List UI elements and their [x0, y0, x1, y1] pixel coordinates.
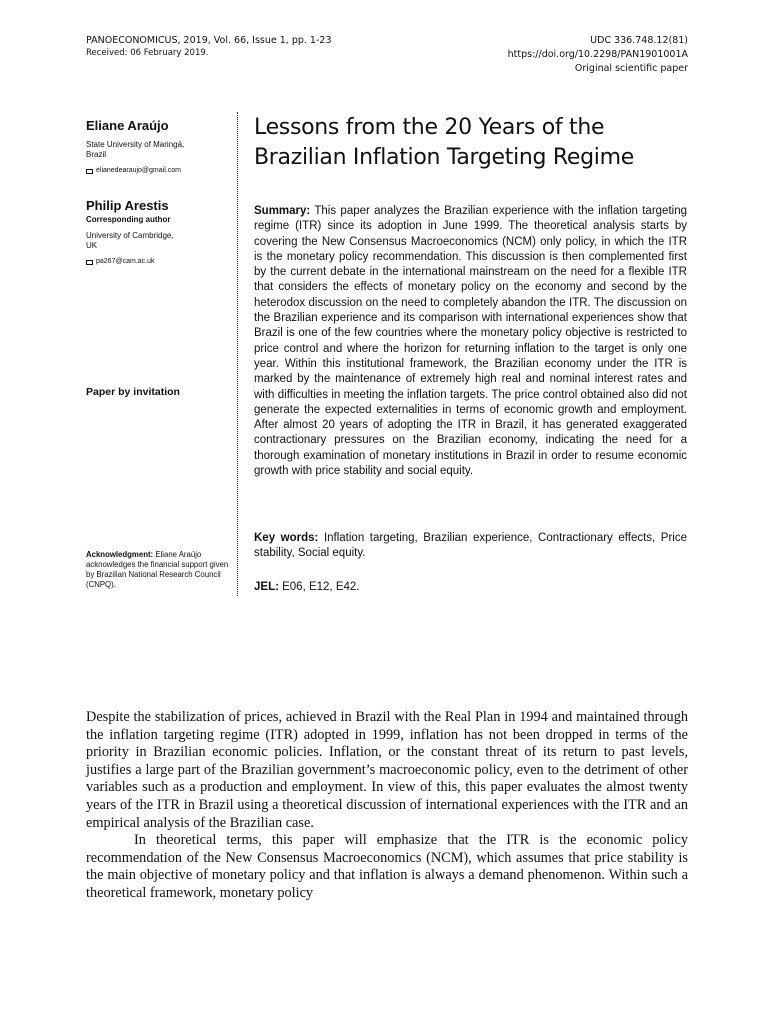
abstract-label: Summary:: [254, 205, 311, 217]
affiliation-line: University of Cambridge,: [86, 231, 174, 240]
affiliation-line: UK: [86, 241, 98, 250]
author-affiliation: [86, 231, 226, 251]
paper-type: Original scientific paper: [574, 63, 688, 74]
acknowledgment: [86, 550, 231, 590]
affiliation-line: Brazil: [86, 150, 107, 159]
keywords-text: Inflation targeting, Brazilian experience, Contractionary effects, Price stability, Social equity.: [254, 532, 687, 560]
author-sidebar: [86, 118, 226, 267]
keywords-label: Key words:: [254, 532, 319, 544]
column-divider: [237, 112, 238, 596]
author-name: Philip Arestis: [86, 198, 169, 213]
corresponding-author-label: Corresponding author: [86, 215, 171, 224]
abstract-text: This paper analyzes the Brazilian experience with the inflation targeting regime (ITR) since its adoption in June 1999. The theoretical analysis starts by covering the New Consensus Macroeconomics (NCM) only policy, in which the ITR is the monetary policy recommendation. This discussion is then complemented first by the current debate in the international mainstream on the need for a flexible ITR that considers the effects of monetary policy on the economy and second by the heterodox discussion on the need to completely abandon the ITR. The discussion on the Brazilian experience and its comparison with international experiences show that Brazil is one of the few countries where the monetary policy objective is restricted to price control and where the horizon for returning inflation to the target is only one year. Within this institutional framework, the Brazilian economy under the ITR is marked by the maintenance of extremely high real and nominal interest rates and with difficulties in meeting the inflation targets. The price control obtained also did not generate the expected externalities in terms of economic growth and employment. After almost 20 years of adopting the ITR in Brazil, it has generated exaggerated contractionary pressures on the Brazilian economy, indicating the need for a thorough examination of monetary institutions in Brazil in order to resume economic growth with price stability and social equity.: [254, 205, 687, 478]
body-text: [86, 709, 688, 903]
affiliation-line: State University of Maringá,: [86, 140, 185, 149]
journal-header: [86, 34, 331, 59]
received-date: Received: 06 February 2019.: [86, 48, 209, 58]
body-paragraph: Despite the stabilization of prices, achieved in Brazil with the Real Plan in 1994 and maintained through the inflation targeting regime (ITR) adopted in 1999, inflation has not been dropped in terms of the priority in Brazilian economic policies. Inflation, or the constant threat of its return to past levels, justifies a large part of the Brazilian government’s macroeconomic policy, even to the detriment of other variables such as a production and employment. In view of this, this paper evaluates the almost twenty years of the ITR in Brazil using a theoretical discussion of international experiences with the ITR and an empirical analysis of the Brazilian case.: [86, 709, 688, 831]
author-email[interactable]: [86, 257, 226, 267]
article-title: Lessons from the 20 Years of the Brazilian Inflation Targeting Regime: [254, 115, 634, 170]
mail-icon: [86, 260, 93, 265]
jel-text: E06, E12, E42.: [278, 581, 360, 593]
author-affiliation: [86, 140, 226, 160]
keywords: [254, 531, 687, 562]
email-address[interactable]: pa267@cam.ac.uk: [96, 258, 155, 265]
email-address[interactable]: elianedearaujo@gmail.com: [96, 167, 181, 174]
journal-citation: PANOECONOMICUS, 2019, Vol. 66, Issue 1, pp. 1-23: [86, 35, 332, 46]
invitation-note: Paper by invitation: [86, 386, 180, 398]
article-identifiers: [508, 34, 688, 76]
author-block-1: [86, 118, 226, 176]
udc-code: UDC 336.748.12(81): [590, 35, 688, 46]
doi-link[interactable]: https://doi.org/10.2298/PAN1901001A: [507, 49, 688, 60]
body-paragraph: In theoretical terms, this paper will emphasize that the ITR is the economic policy recommendation of the New Consensus Macroeconomics (NCM), which assumes that price stability is the main objective of monetary policy and that inflation is always a demand phenomenon. Within such a theoretical framework, monetary policy: [86, 832, 688, 901]
author-name: Eliane Araújo: [86, 118, 169, 133]
mail-icon: [86, 169, 93, 174]
abstract: [254, 204, 687, 479]
jel-codes: [254, 580, 359, 595]
author-block-2: [86, 198, 226, 267]
acknowledgment-label: Acknowledgment:: [86, 550, 154, 559]
author-email[interactable]: [86, 166, 226, 176]
jel-label: JEL:: [254, 581, 279, 593]
acknowledgment-text: Eliane Araújo acknowledges the financial support given by Brazilian National Research Council (CNPQ).: [86, 550, 229, 589]
